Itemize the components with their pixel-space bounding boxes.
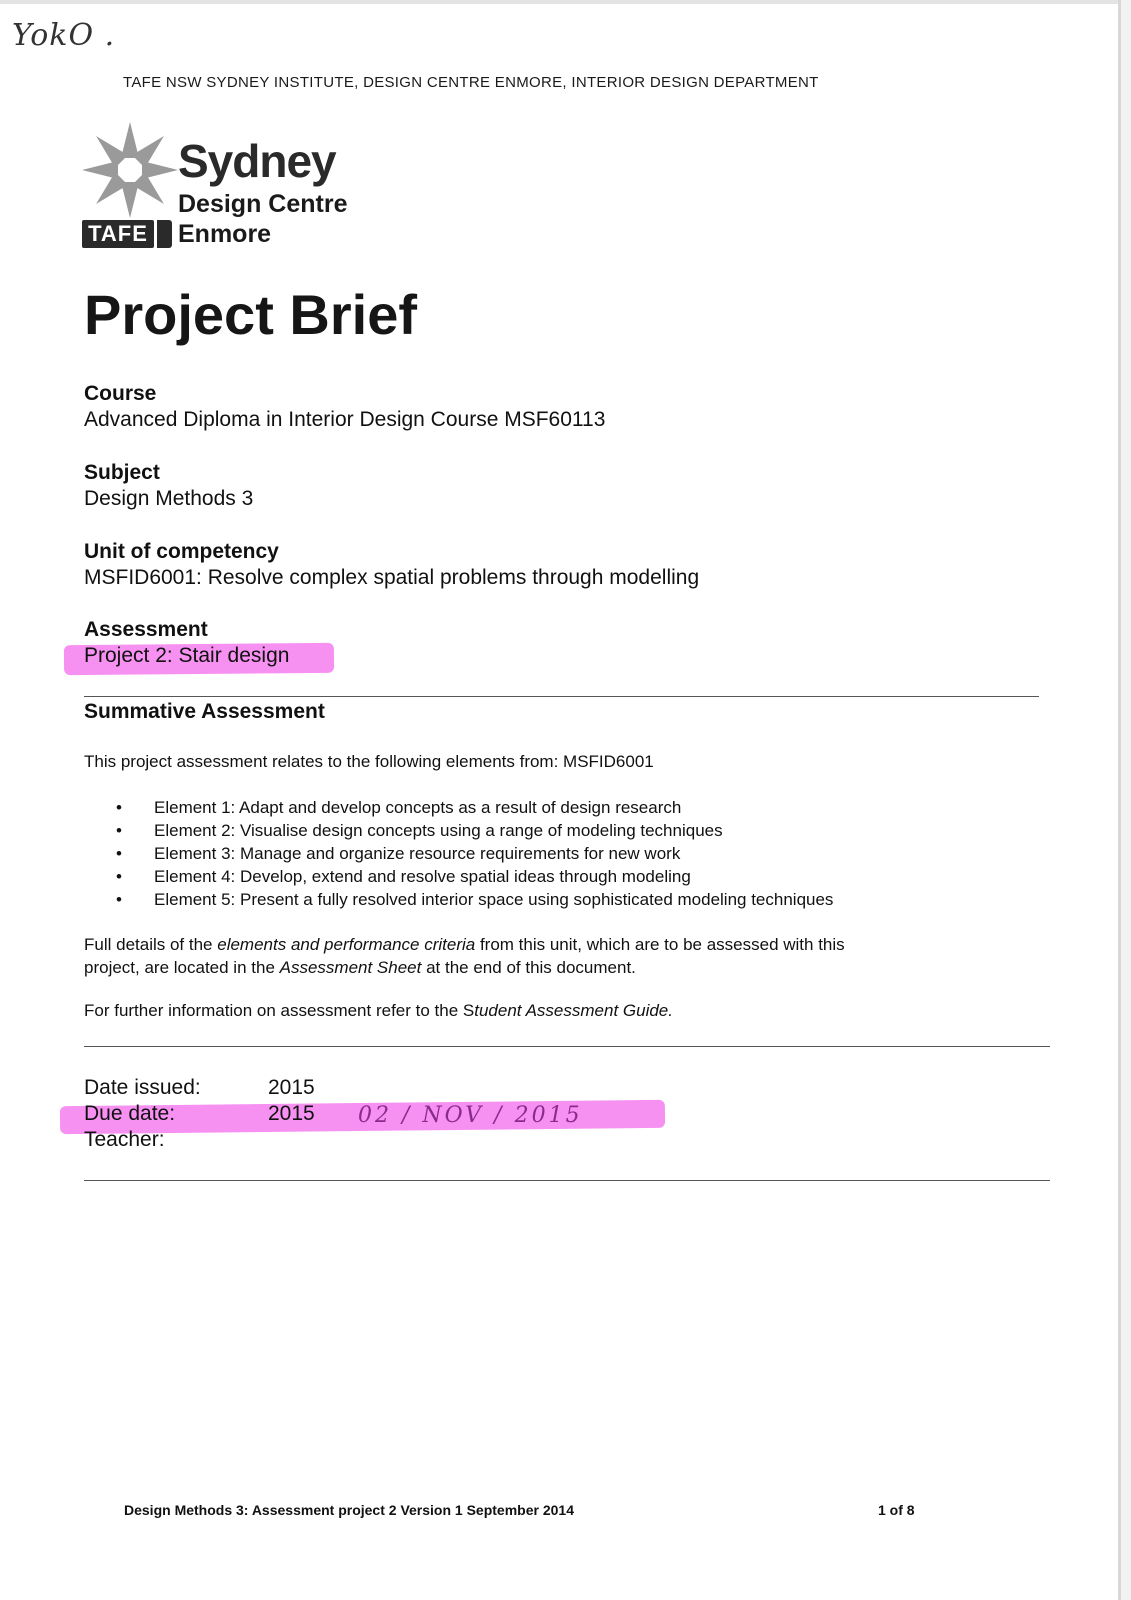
handwritten-name: YokO . — [12, 18, 116, 53]
list-item: • Element 1: Adapt and develop concepts as a result of design research — [116, 798, 682, 817]
assessment-label: Assessment — [84, 618, 208, 641]
scan-right-edge — [1118, 0, 1121, 1600]
summative-title: Summative Assessment — [84, 700, 325, 723]
unit-value: MSFID6001: Resolve complex spatial problems through modelling — [84, 566, 700, 589]
tafe-nsw-tab — [157, 220, 172, 248]
footer-document-info: Design Methods 3: Assessment project 2 Version 1 September 2014 — [124, 1502, 574, 1518]
date-issued-label: Date issued: — [84, 1076, 201, 1099]
summative-intro: This project assessment relates to the following elements from: MSFID6001 — [84, 752, 654, 771]
course-value: Advanced Diploma in Interior Design Course MSF60113 — [84, 408, 606, 431]
dates-bottom-divider — [84, 1180, 1050, 1181]
due-date-value: 2015 — [268, 1102, 315, 1125]
due-date-label: Due date: — [84, 1102, 176, 1125]
subject-label: Subject — [84, 461, 160, 484]
date-issued-value: 2015 — [268, 1076, 315, 1099]
list-item: • Element 4: Develop, extend and resolve spatial ideas through modeling — [116, 867, 691, 886]
list-item: • Element 2: Visualise design concepts using a range of modeling techniques — [116, 821, 723, 840]
list-item: • Element 5: Present a fully resolved interior space using sophisticated modeling techniques — [116, 890, 834, 909]
handwritten-due-date: 02 / NOV / 2015 — [358, 1103, 583, 1128]
logo-design-centre: Design Centre — [178, 190, 348, 218]
elements-list — [116, 796, 833, 911]
teacher-label: Teacher: — [84, 1128, 165, 1151]
logo-sydney-text: Sydney — [178, 135, 336, 187]
dates-top-divider — [84, 1046, 1050, 1047]
list-item: • Element 3: Manage and organize resource requirements for new work — [116, 844, 681, 863]
page-title: Project Brief — [84, 283, 417, 346]
unit-label: Unit of competency — [84, 540, 279, 563]
assessment-value: Project 2: Stair design — [84, 644, 290, 667]
section-divider — [84, 696, 1039, 697]
subject-value: Design Methods 3 — [84, 487, 254, 510]
scan-top-edge — [0, 0, 1131, 4]
footer-page-number: 1 of 8 — [878, 1502, 915, 1518]
logo-enmore: Enmore — [178, 220, 272, 248]
further-info-paragraph: For further information on assessment refer to the Student Assessment Guide. — [84, 1001, 673, 1020]
course-label: Course — [84, 382, 157, 405]
star-logo-icon — [82, 120, 178, 220]
scan-right-margin — [1121, 0, 1131, 1600]
tafe-logo: TAFE — [82, 220, 154, 248]
details-paragraph: Full details of the elements and performance criteria from this unit, which are to be assessed with this project, are located in the Assessment Sheet at the end of this document. — [84, 935, 845, 977]
institute-header: TAFE NSW SYDNEY INSTITUTE, DESIGN CENTRE ENMORE, INTERIOR DESIGN DEPARTMENT — [123, 74, 819, 91]
